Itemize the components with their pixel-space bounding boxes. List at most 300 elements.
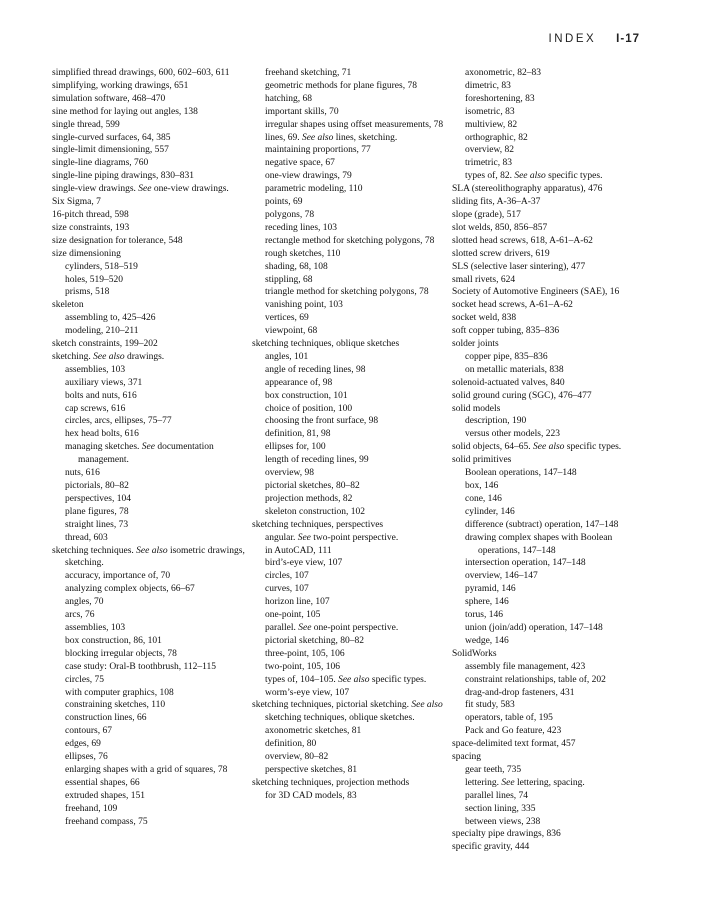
entry-text: spacing xyxy=(452,752,482,763)
index-subentry xyxy=(452,519,648,532)
index-entry xyxy=(452,441,648,454)
index-subentry xyxy=(52,325,248,338)
index-subentry xyxy=(452,428,648,441)
index-entry xyxy=(452,312,648,325)
entry-text: skeleton xyxy=(52,300,84,311)
index-subentry xyxy=(52,738,248,751)
index-subentry xyxy=(252,274,448,287)
index-subentry xyxy=(452,583,648,596)
index-subentry xyxy=(52,286,248,299)
entry-text: angle of receding lines, 98 xyxy=(265,364,366,375)
index-entry xyxy=(52,67,248,80)
entry-text: specialty pipe drawings, 836 xyxy=(452,829,561,840)
index-entry xyxy=(52,80,248,93)
entry-text: appearance of, 98 xyxy=(265,377,333,388)
entry-text: lines, 69. xyxy=(265,132,300,143)
entry-text: slotted screw drivers, 619 xyxy=(452,248,550,259)
entry-text: operators, table of, 195 xyxy=(465,713,553,724)
see-target: specific types. xyxy=(371,674,427,685)
entry-text: slope (grade), 517 xyxy=(452,209,521,220)
index-subentry xyxy=(52,261,248,274)
entry-text: specific gravity, 444 xyxy=(452,842,530,853)
entry-text: auxiliary views, 371 xyxy=(65,377,143,388)
index-subentry xyxy=(452,764,648,777)
index-subentry xyxy=(452,687,648,700)
entry-text: definition, 80 xyxy=(265,739,317,750)
index-subentry xyxy=(452,725,648,738)
index-entry xyxy=(52,235,248,248)
index-subentry xyxy=(252,119,448,132)
see-reference: See xyxy=(501,777,515,788)
entry-text: small rivets, 624 xyxy=(452,274,516,285)
index-subentry xyxy=(52,622,248,635)
index-entry xyxy=(452,390,648,403)
index-entry xyxy=(452,828,648,841)
index-subentry xyxy=(452,803,648,816)
entry-text: skeleton construction, 102 xyxy=(265,506,365,517)
index-entry xyxy=(452,286,648,299)
index-column-1 xyxy=(52,67,248,828)
entry-text: assemblies, 103 xyxy=(65,364,126,375)
entry-text: parallel lines, 74 xyxy=(465,790,529,801)
index-subentry xyxy=(52,441,248,467)
entry-text: cap screws, 616 xyxy=(65,403,126,414)
index-entry xyxy=(52,119,248,132)
entry-text: circles, 107 xyxy=(265,571,309,582)
entry-text: lettering. xyxy=(465,777,500,788)
index-entry xyxy=(452,403,648,416)
index-subentry xyxy=(52,390,248,403)
entry-text: space-delimited text format, 457 xyxy=(452,739,576,750)
entry-text: SLS (selective laser sintering), 477 xyxy=(452,261,586,272)
index-subentry xyxy=(52,790,248,803)
entry-text: drawing complex shapes with Boolean operations, 147–148 xyxy=(465,532,613,556)
entry-text: drag-and-drop fasteners, 431 xyxy=(465,687,575,698)
entry-text: thread, 603 xyxy=(65,532,108,543)
entry-text: box construction, 101 xyxy=(265,390,348,401)
entry-text: hex head bolts, 616 xyxy=(65,429,139,440)
index-subentry xyxy=(52,312,248,325)
entry-text: sketch constraints, 199–202 xyxy=(52,339,158,350)
index-subentry xyxy=(52,364,248,377)
entry-text: stippling, 68 xyxy=(265,274,313,285)
index-entry xyxy=(452,738,648,751)
entry-text: single thread, 599 xyxy=(52,119,120,130)
index-subentry xyxy=(452,712,648,725)
entry-text: foreshortening, 83 xyxy=(465,93,535,104)
entry-text: single-view drawings. xyxy=(52,184,136,195)
entry-text: rectangle method for sketching polygons, 78 xyxy=(265,235,435,246)
index-entry xyxy=(452,248,648,261)
index-subentry xyxy=(452,170,648,183)
see-target: isometric drawings, sketching. xyxy=(65,545,245,569)
entry-text: size constraints, 193 xyxy=(52,222,130,233)
entry-text: solid models xyxy=(452,403,501,414)
see-reference: See xyxy=(297,532,311,543)
index-subentry xyxy=(452,93,648,106)
see-target: drawings. xyxy=(126,351,165,362)
index-subentry xyxy=(252,325,448,338)
index-subentry xyxy=(452,777,648,790)
entry-text: two-point, 105, 106 xyxy=(265,661,340,672)
entry-text: versus other models, 223 xyxy=(465,429,560,440)
entry-text: pictorial sketches, 80–82 xyxy=(265,481,360,491)
entry-text: freehand sketching, 71 xyxy=(265,68,352,78)
entry-text: copper pipe, 835–836 xyxy=(465,351,548,362)
entry-text: size dimensioning xyxy=(52,248,121,259)
index-subentry xyxy=(252,687,448,700)
entry-text: size designation for tolerance, 548 xyxy=(52,235,183,246)
entry-text: difference (subtract) operation, 147–148 xyxy=(465,519,619,530)
index-subentry xyxy=(52,674,248,687)
entry-text: sliding fits, A-36–A-37 xyxy=(452,197,541,208)
see-target: two-point perspective. xyxy=(313,532,399,543)
index-subentry xyxy=(452,674,648,687)
index-subentry xyxy=(52,467,248,480)
entry-text: fit study, 583 xyxy=(465,700,515,711)
entry-text: trimetric, 83 xyxy=(465,158,512,169)
index-subentry xyxy=(52,377,248,390)
entry-text: cone, 146 xyxy=(465,493,502,504)
see-reference: See also xyxy=(338,674,370,685)
index-subentry xyxy=(52,274,248,287)
entry-text: between views, 238 xyxy=(465,816,541,827)
entry-text: vertices, 69 xyxy=(265,313,309,324)
index-subentry xyxy=(52,635,248,648)
entry-text: definition, 81, 98 xyxy=(265,429,331,440)
index-entry xyxy=(52,299,248,312)
index-subentry xyxy=(252,441,448,454)
entry-text: intersection operation, 147–148 xyxy=(465,558,586,569)
entry-text: orthographic, 82 xyxy=(465,132,528,143)
entry-text: constraint relationships, table of, 202 xyxy=(465,674,606,685)
index-subentry xyxy=(252,351,448,364)
entry-text: vanishing point, 103 xyxy=(265,300,343,311)
entry-text: box, 146 xyxy=(465,481,499,491)
entry-text: slot welds, 850, 856–857 xyxy=(452,222,548,233)
entry-text: Society of Automotive Engineers (SAE), 16 xyxy=(452,287,620,298)
entry-text: sketching. xyxy=(52,351,91,362)
see-reference: See also xyxy=(411,700,443,711)
entry-text: constraining sketches, 110 xyxy=(65,700,166,711)
index-subentry xyxy=(252,299,448,312)
entry-text: overview, 98 xyxy=(265,468,314,479)
entry-text: polygons, 78 xyxy=(265,209,315,220)
running-head xyxy=(549,33,640,45)
index-subentry xyxy=(252,493,448,506)
index-subentry xyxy=(252,583,448,596)
index-entry xyxy=(252,777,448,790)
index-subentry xyxy=(452,364,648,377)
index-entry xyxy=(52,248,248,261)
entry-text: pyramid, 146 xyxy=(465,584,516,595)
entry-text: in AutoCAD, 111 xyxy=(265,545,332,556)
entry-text: solenoid-actuated valves, 840 xyxy=(452,377,565,388)
see-target: sketching techniques, oblique sketches. xyxy=(265,713,415,724)
index-subentry xyxy=(252,157,448,170)
entry-text: SolidWorks xyxy=(452,648,497,659)
index-subentry xyxy=(252,790,448,803)
entry-text: ellipses for, 100 xyxy=(265,442,326,453)
index-subentry xyxy=(452,506,648,519)
entry-text: slotted head screws, 618, A-61–A-62 xyxy=(452,235,593,246)
index-subentry xyxy=(52,415,248,428)
entry-text: rough sketches, 110 xyxy=(265,248,341,259)
entry-text: types of, 82. xyxy=(465,171,512,182)
entry-text: solid objects, 64–65. xyxy=(452,442,531,453)
see-target: one-point perspective. xyxy=(313,622,399,633)
index-subentry xyxy=(252,403,448,416)
see-reference: See xyxy=(141,442,155,453)
index-subentry xyxy=(252,674,448,687)
index-subentry xyxy=(252,196,448,209)
see-target: specific types. xyxy=(566,442,622,453)
index-subentry xyxy=(52,609,248,622)
index-entry xyxy=(52,144,248,157)
entry-text: viewpoint, 68 xyxy=(265,326,318,337)
entry-text: torus, 146 xyxy=(465,610,503,621)
index-subentry xyxy=(252,261,448,274)
entry-text: angular. xyxy=(265,532,296,543)
index-subentry xyxy=(252,390,448,403)
entry-text: Boolean operations, 147–148 xyxy=(465,468,577,479)
index-subentry xyxy=(252,377,448,390)
index-subentry xyxy=(252,248,448,261)
entry-text: choice of position, 100 xyxy=(265,403,353,414)
entry-text: assembly file management, 423 xyxy=(465,661,586,672)
index-entry xyxy=(452,183,648,196)
index-subentry xyxy=(252,144,448,157)
entry-text: circles, arcs, ellipses, 75–77 xyxy=(65,416,172,427)
index-subentry xyxy=(52,506,248,519)
index-subentry xyxy=(252,235,448,248)
entry-text: union (join/add) operation, 147–148 xyxy=(465,622,603,633)
entry-text: points, 69 xyxy=(265,197,303,208)
index-subentry xyxy=(452,532,648,558)
entry-text: analyzing complex objects, 66–67 xyxy=(65,584,195,595)
index-entry xyxy=(52,545,248,571)
entry-text: projection methods, 82 xyxy=(265,493,353,504)
index-subentry xyxy=(452,493,648,506)
index-subentry xyxy=(452,415,648,428)
entry-text: managing sketches. xyxy=(65,442,140,453)
index-subentry xyxy=(52,493,248,506)
entry-text: for 3D CAD models, 83 xyxy=(265,790,357,801)
index-subentry xyxy=(252,93,448,106)
index-entry xyxy=(452,377,648,390)
see-target: specific types. xyxy=(548,171,603,182)
index-subentry xyxy=(52,712,248,725)
entry-text: simplified thread drawings, 600, 602–603, 611 xyxy=(52,68,230,78)
index-subentry xyxy=(452,67,648,80)
index-entry xyxy=(252,699,448,725)
entry-text: prisms, 518 xyxy=(65,287,110,298)
index-entry xyxy=(52,222,248,235)
index-subentry xyxy=(452,609,648,622)
entry-text: simplifying, working drawings, 651 xyxy=(52,80,189,91)
index-subentry xyxy=(252,661,448,674)
index-subentry xyxy=(452,557,648,570)
entry-text: assemblies, 103 xyxy=(65,622,126,633)
index-subentry xyxy=(252,622,448,635)
index-entry xyxy=(52,93,248,106)
index-entry xyxy=(52,157,248,170)
index-subentry xyxy=(252,183,448,196)
index-subentry xyxy=(452,467,648,480)
entry-text: single-line diagrams, 760 xyxy=(52,158,149,169)
index-subentry xyxy=(52,583,248,596)
entry-text: angles, 70 xyxy=(65,597,104,608)
index-subentry xyxy=(252,67,448,80)
index-subentry xyxy=(252,609,448,622)
index-subentry xyxy=(252,570,448,583)
index-entry xyxy=(52,196,248,209)
entry-text: freehand, 109 xyxy=(65,803,118,814)
index-subentry xyxy=(252,106,448,119)
index-entry xyxy=(52,170,248,183)
index-subentry xyxy=(452,816,648,829)
index-subentry xyxy=(52,480,248,493)
entry-text: assembling to, 425–426 xyxy=(65,313,156,324)
entry-text: circles, 75 xyxy=(65,674,105,685)
index-subentry xyxy=(252,132,448,145)
index-subentry xyxy=(452,144,648,157)
index-subentry xyxy=(452,480,648,493)
entry-text: 16-pitch thread, 598 xyxy=(52,209,129,220)
entry-text: maintaining proportions, 77 xyxy=(265,145,371,156)
index-subentry xyxy=(252,222,448,235)
entry-text: pictorials, 80–82 xyxy=(65,481,129,491)
index-subentry xyxy=(452,622,648,635)
see-target: lettering, spacing. xyxy=(516,777,585,788)
entry-text: axonometric sketches, 81 xyxy=(265,726,362,737)
see-target: documentation management. xyxy=(78,442,214,466)
see-reference: See xyxy=(138,184,152,195)
index-subentry xyxy=(52,661,248,674)
entry-text: soft copper tubing, 835–836 xyxy=(452,326,560,337)
index-entry xyxy=(452,222,648,235)
index-subentry xyxy=(252,635,448,648)
entry-text: wedge, 146 xyxy=(465,635,509,646)
entry-text: extruded shapes, 151 xyxy=(65,790,145,801)
index-entry xyxy=(452,235,648,248)
entry-text: multiview, 82 xyxy=(465,119,518,130)
index-column-3 xyxy=(452,67,648,854)
index-subentry xyxy=(452,635,648,648)
index-subentry xyxy=(52,803,248,816)
index-subentry xyxy=(452,570,648,583)
index-entry xyxy=(52,106,248,119)
entry-text: solid ground curing (SGC), 476–477 xyxy=(452,390,592,401)
entry-text: description, 190 xyxy=(465,416,527,427)
index-subentry xyxy=(52,403,248,416)
see-target: lines, sketching. xyxy=(335,132,398,143)
entry-text: simulation software, 468–470 xyxy=(52,93,166,104)
entry-text: ellipses, 76 xyxy=(65,752,108,763)
index-entry xyxy=(452,196,648,209)
index-subentry xyxy=(52,699,248,712)
entry-text: sketching techniques, pictorial sketching. xyxy=(252,700,409,711)
entry-text: essential shapes, 66 xyxy=(65,777,140,788)
entry-text: arcs, 76 xyxy=(65,610,95,621)
entry-text: isometric, 83 xyxy=(465,106,515,117)
index-subentry xyxy=(52,570,248,583)
entry-text: enlarging shapes with a grid of squares, 78 xyxy=(65,764,228,775)
entry-text: hatching, 68 xyxy=(265,93,312,104)
index-subentry xyxy=(452,132,648,145)
see-target: one-view drawings. xyxy=(153,184,229,195)
index-subentry xyxy=(252,545,448,558)
index-entry xyxy=(52,351,248,364)
index-entry xyxy=(452,325,648,338)
entry-text: single-curved surfaces, 64, 385 xyxy=(52,132,171,143)
index-entry xyxy=(452,454,648,467)
entry-text: sketching techniques, perspectives xyxy=(252,519,384,530)
see-reference: See also xyxy=(301,132,334,143)
index-subentry xyxy=(252,532,448,545)
entry-text: overview, 82 xyxy=(465,145,514,156)
entry-text: contours, 67 xyxy=(65,726,112,737)
entry-text: triangle method for sketching polygons, 78 xyxy=(265,287,429,298)
index-subentry xyxy=(252,80,448,93)
entry-text: construction lines, 66 xyxy=(65,713,147,724)
page-number: I-17 xyxy=(616,33,640,45)
entry-text: SLA (stereolithography apparatus), 476 xyxy=(452,184,603,195)
section-label: INDEX xyxy=(548,33,597,45)
see-reference: See also xyxy=(533,442,565,453)
entry-text: freehand compass, 75 xyxy=(65,816,148,827)
entry-text: edges, 69 xyxy=(65,739,101,750)
entry-text: cylinders, 518–519 xyxy=(65,261,138,272)
entry-text: one-point, 105 xyxy=(265,610,321,621)
index-subentry xyxy=(52,596,248,609)
index-subentry xyxy=(52,725,248,738)
entry-text: sketching techniques, projection methods xyxy=(252,777,410,788)
index-subentry xyxy=(452,157,648,170)
index-subentry xyxy=(252,170,448,183)
entry-text: receding lines, 103 xyxy=(265,222,338,233)
index-subentry xyxy=(252,764,448,777)
index-subentry xyxy=(452,661,648,674)
entry-text: accuracy, importance of, 70 xyxy=(65,571,171,582)
entry-text: box construction, 86, 101 xyxy=(65,635,162,646)
index-entry xyxy=(452,299,648,312)
index-subentry xyxy=(452,699,648,712)
index-entry xyxy=(252,519,448,532)
entry-text: Pack and Go feature, 423 xyxy=(465,726,562,737)
entry-text: angles, 101 xyxy=(265,351,309,362)
index-subentry xyxy=(52,648,248,661)
index-subentry xyxy=(252,428,448,441)
index-entry xyxy=(452,261,648,274)
entry-text: sine method for laying out angles, 138 xyxy=(52,106,198,117)
index-subentry xyxy=(252,209,448,222)
entry-text: single-limit dimensioning, 557 xyxy=(52,145,169,156)
entry-text: parametric modeling, 110 xyxy=(265,184,363,195)
index-subentry xyxy=(52,777,248,790)
index-subentry xyxy=(452,119,648,132)
index-subentry xyxy=(252,312,448,325)
index-subentry xyxy=(252,751,448,764)
index-entry xyxy=(452,209,648,222)
entry-text: parallel. xyxy=(265,622,296,633)
entry-text: bolts and nuts, 616 xyxy=(65,390,137,401)
entry-text: shading, 68, 108 xyxy=(265,261,328,272)
entry-text: choosing the front surface, 98 xyxy=(265,416,379,427)
entry-text: perspectives, 104 xyxy=(65,493,131,504)
entry-text: section lining, 335 xyxy=(465,803,536,814)
index-entry xyxy=(52,132,248,145)
